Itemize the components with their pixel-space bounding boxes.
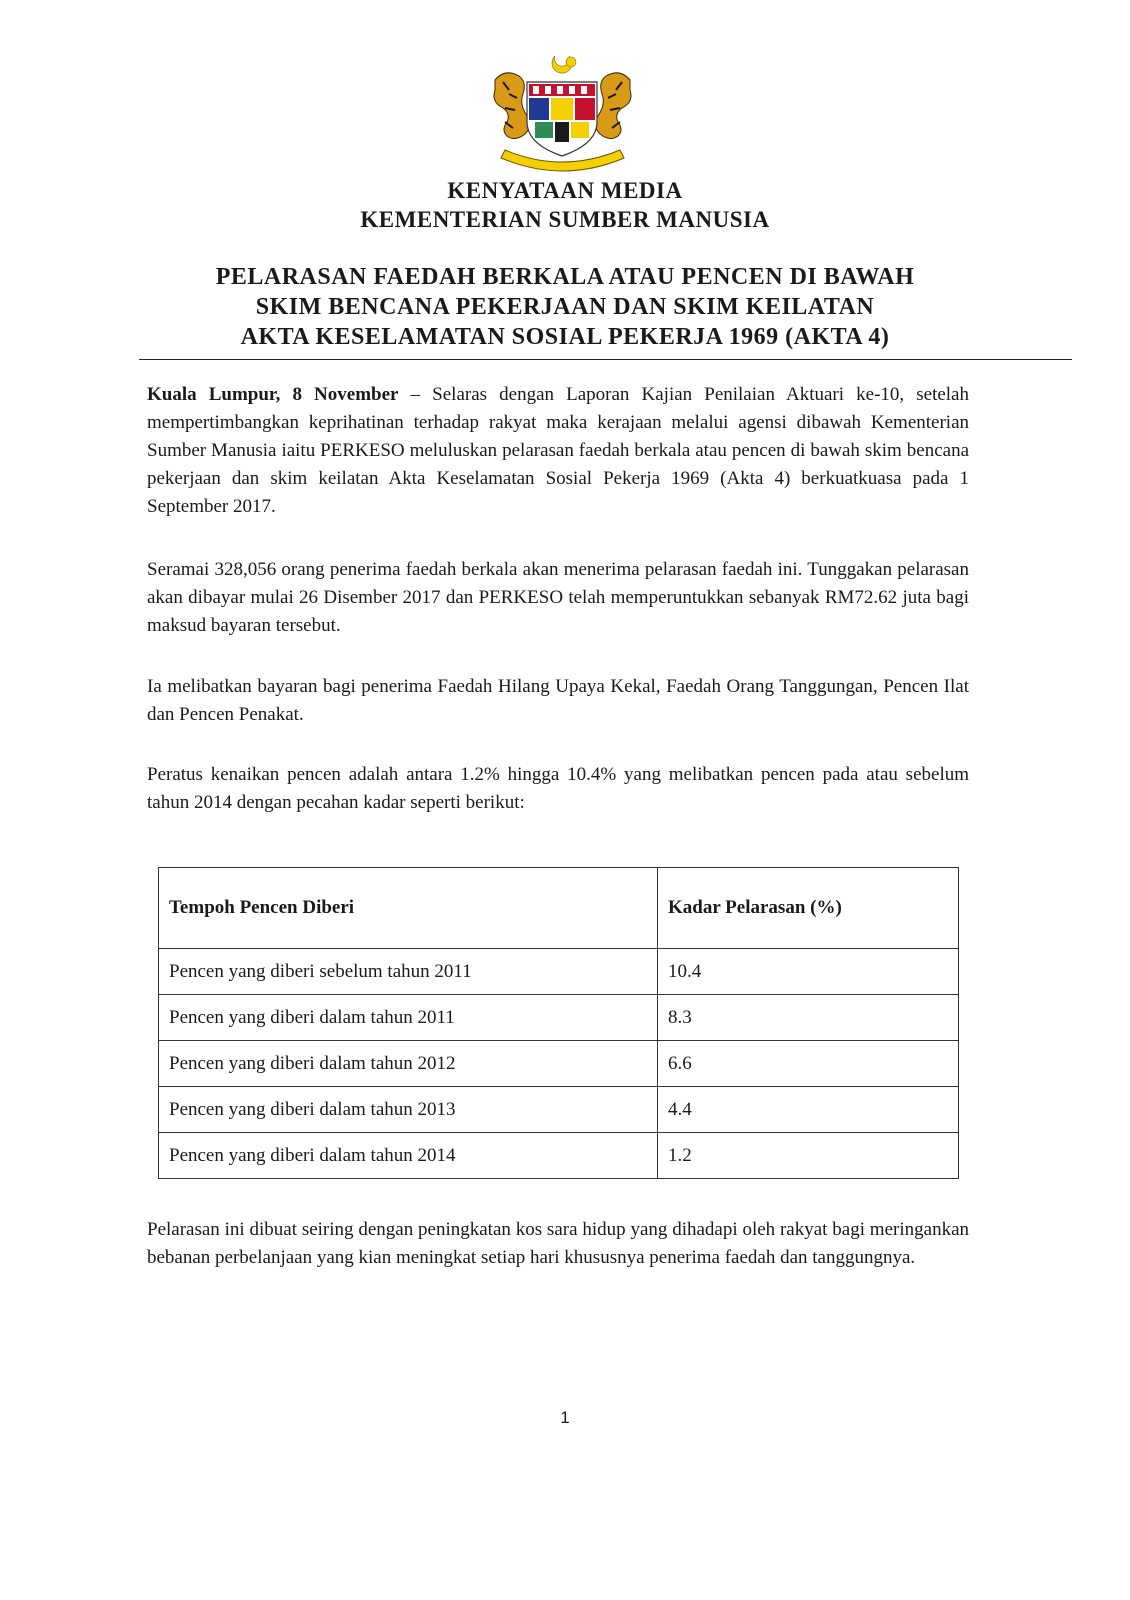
table-cell-rate: 6.6 (658, 1041, 959, 1087)
paragraph-1-text: – Selaras dengan Laporan Kajian Penilaian Aktuari ke-10, setelah mempertimbangkan keprihatinan terhadap rakyat maka kerajaan melalui agensi dibawah Kementerian Sumber Manusia iaitu PERKESO meluluskan pelarasan faedah berkala atau pencen di bawah skim bencana pekerjaan dan skim keilatan Akta Keselamatan Sosial Pekerja 1969 (Akta 4) berkuatkuasa pada 1 September 2017. (147, 384, 969, 517)
paragraph-3: Ia melibatkan bayaran bagi penerima Faedah Hilang Upaya Kekal, Faedah Orang Tanggungan, Pencen Ilat dan Pencen Penakat. (147, 676, 969, 725)
table-header-row (159, 868, 959, 949)
page-number: 1 (560, 1408, 570, 1427)
table-row (159, 1041, 959, 1087)
document-title (0, 262, 1130, 352)
column-header-rate: Kadar Pelarasan (%) (658, 868, 959, 949)
table-row (159, 949, 959, 995)
table-cell-period: Pencen yang diberi dalam tahun 2014 (159, 1133, 658, 1179)
table-cell-period: Pencen yang diberi dalam tahun 2011 (159, 995, 658, 1041)
title-line-3: AKTA KESELAMATAN SOSIAL PEKERJA 1969 (AKTA 4) (240, 324, 890, 350)
header-line-2: KEMENTERIAN SUMBER MANUSIA (360, 207, 770, 232)
table-cell-rate: 4.4 (658, 1087, 959, 1133)
dateline: Kuala Lumpur, 8 November (147, 384, 399, 405)
table-cell-rate: 8.3 (658, 995, 959, 1041)
table-cell-period: Pencen yang diberi dalam tahun 2013 (159, 1087, 658, 1133)
table-cell-rate: 10.4 (658, 949, 959, 995)
adjustment-rates-table (158, 867, 959, 1179)
paragraph-2: Seramai 328,056 orang penerima faedah berkala akan menerima pelarasan faedah ini. Tunggakan pelarasan akan dibayar mulai 26 Disember 2017 dan PERKESO telah memperuntukkan sebanyak RM72.62 juta bagi maksud bayaran tersebut. (147, 559, 969, 636)
column-header-period: Tempoh Pencen Diberi (159, 868, 658, 949)
table-cell-period: Pencen yang diberi sebelum tahun 2011 (159, 949, 658, 995)
table-row (159, 1133, 959, 1179)
table-row (159, 995, 959, 1041)
header-line-1: KENYATAAN MEDIA (447, 178, 683, 203)
paragraph-1 (147, 381, 969, 521)
paragraph-4: Peratus kenaikan pencen adalah antara 1.2% hingga 10.4% yang melibatkan pencen pada atau sebelum tahun 2014 dengan pecahan kadar seperti berikut: (147, 764, 969, 813)
malaysia-coat-of-arms-icon (475, 50, 650, 175)
title-line-2: SKIM BENCANA PEKERJAAN DAN SKIM KEILATAN (255, 294, 875, 320)
table-cell-rate: 1.2 (658, 1133, 959, 1179)
media-statement-header (0, 176, 1130, 234)
title-divider (139, 359, 1072, 360)
title-line-1: PELARASAN FAEDAH BERKALA ATAU PENCEN DI BAWAH (215, 264, 915, 290)
table-row (159, 1087, 959, 1133)
paragraph-5: Pelarasan ini dibuat seiring dengan peningkatan kos sara hidup yang dihadapi oleh rakyat bagi meringankan bebanan perbelanjaan yang kian meningkat setiap hari khususnya penerima faedah dan tanggungnya. (147, 1219, 969, 1268)
table-cell-period: Pencen yang diberi dalam tahun 2012 (159, 1041, 658, 1087)
